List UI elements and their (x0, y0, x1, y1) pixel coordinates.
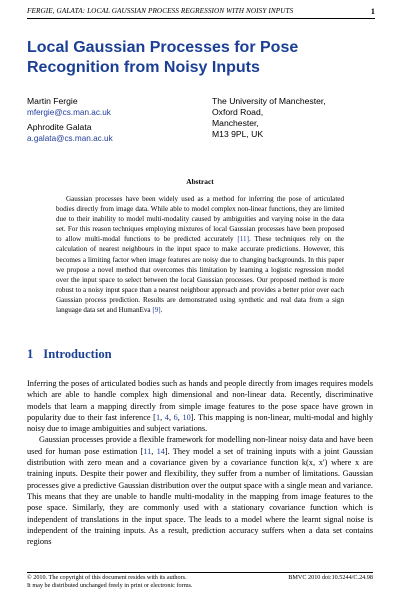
author-block (27, 96, 207, 144)
page-number: 1 (370, 7, 375, 16)
citation-link[interactable]: 6 (173, 412, 178, 422)
affiliation-line: M13 9PL, UK (212, 129, 264, 139)
abstract-part: Gaussian processes have been widely used as a method for inferring the pose of articulated bodies directly from image data. While able to model complex non-linear functions, they are limited due to their inability to model multi-modality caused by ambiguities and varying noise in the data set. For this reason techniques employing mixtures of local Gaussian processes have been proposed to allow multi-modal functions to be predicted accurately (56, 195, 344, 244)
intro-text: Gaussian processes provide a flexible framework for modelling non-linear noisy data and have been used for human pose estimation (27, 435, 373, 456)
citation-link[interactable]: 10 (182, 412, 191, 422)
section-heading (27, 347, 112, 362)
author-email-link[interactable]: a.galata@cs.man.ac.uk (27, 134, 113, 143)
section-title: Introduction (43, 347, 112, 361)
paper-title: Local Gaussian Processes for Pose Recognition from Noisy Inputs (27, 39, 299, 76)
intro-body (27, 378, 373, 547)
abstract-text (56, 194, 344, 315)
affiliation-line: Manchester, (212, 118, 259, 128)
affiliation-line: Oxford Road, (212, 107, 264, 117)
citation-link[interactable]: 1 (155, 412, 161, 422)
affiliation-block (212, 96, 382, 140)
abstract-heading: Abstract (186, 177, 214, 186)
running-head-text: FERGIE, GALATA: LOCAL GAUSSIAN PROCESS REGRESSION WITH NOISY INPUTS (27, 7, 294, 15)
doi-text: BMVC 2010 doi:10.5244/C.24.98 (288, 574, 373, 581)
copyright-footer (27, 574, 373, 590)
copyright-line: It may be distributed unchanged freely in print or electronic forms. (27, 582, 193, 590)
intro-text: . They model a set of training inputs with a joint Gaussian distribution with zero mean and a covariance given by a covariance function k(x, x′) where x are training inputs. Despite their power and flexibility, they suffer from a number of limitations. Gaussian processes give a predictive Gaussian distribution over the output space with a single mean and variance. This means that they are unable to handle multi-modality in the mapping from image features to the pose space. Similarly, they are commonly used with a stationary covariance function which is independent of translations in the input space. The leads to a model where the learnt signal noise is independent of the training inputs. As a result, prediction accuracy suffers when a data set contains regions (27, 446, 373, 547)
author-email-link[interactable]: mfergie@cs.man.ac.uk (27, 108, 111, 117)
intro-text: . This mapping is non-linear, multi-modal and highly noisy due to image ambiguities and subject variations. (27, 412, 374, 434)
citation-link[interactable]: [9] (152, 306, 161, 315)
citation-link[interactable]: 4 (164, 412, 169, 422)
abstract-part: . These techniques rely on the calculation of nearest neighbours in the input space to make accurate predictions. However, this becomes a limiting factor when image features are noisy due to changing backgrounds. In this paper we propose a novel method that overcomes this limitation by learning a logistic regression model over the input space to select between the local Gaussian processes. Our proposed method is more robust to a noisy input space than a nearest neighbour approach and provides a better prior over each Gaussian process prediction. Results are demonstrated using synthetic and real data from a sign language data set and HumanEva (56, 235, 344, 315)
intro-paragraph: Gaussian processes provide a flexible framework for modelling non-linear noisy data and have been used for human pose estimation [11, 14]. They model a set of training inputs with a joint Gaussian distribution with zero mean and a covariance given by a covariance function k(x, x′) where x are training inputs. Despite their power and flexibility, they suffer from a number of limitations. Gaussian processes give a predictive Gaussian distribution over the output space with a single mean and variance. This means that they are unable to handle multi-modality in the mapping from image features to the pose space. Similarly, they are commonly used with a stationary covariance function which is independent of translations in the input space. The leads to a model where the learnt signal noise is independent of the training inputs. As a result, prediction accuracy suffers when a data set contains regions (27, 435, 373, 547)
affiliation-line: The University of Manchester, (212, 96, 326, 106)
footer-divider (27, 572, 373, 573)
intro-paragraph: Inferring the poses of articulated bodies such as hands and people directly from images requires models which are able to handle complex high dimensional and non-linear data. Recently, discriminative models that learn a mapping directly from simple image features to the pose space have grown in popularity due to their fast inference [1, 4, 6, 10]. This mapping is non-linear, multi-modal and highly noisy due to image ambiguities and subject variations. (27, 379, 374, 434)
copyright-line: © 2010. The copyright of this document resides with its authors. (27, 574, 187, 581)
citation-link[interactable]: 11 (143, 446, 152, 456)
citation-link[interactable]: 14 (156, 446, 165, 456)
author-name: Martin Fergie (27, 96, 78, 106)
citation-link[interactable]: [11] (237, 235, 249, 244)
author-name: Aphrodite Galata (27, 122, 92, 132)
abstract-part: . (160, 306, 163, 315)
section-number: 1 (27, 347, 34, 361)
intro-text: Inferring the poses of articulated bodies such as hands and people directly from images requires models which are able to handle complex high dimensional and non-linear data. Recently, discriminative models that learn a mapping directly from simple image features to the pose space have grown in popularity due to their fast inference (27, 379, 373, 422)
running-head (27, 7, 375, 19)
